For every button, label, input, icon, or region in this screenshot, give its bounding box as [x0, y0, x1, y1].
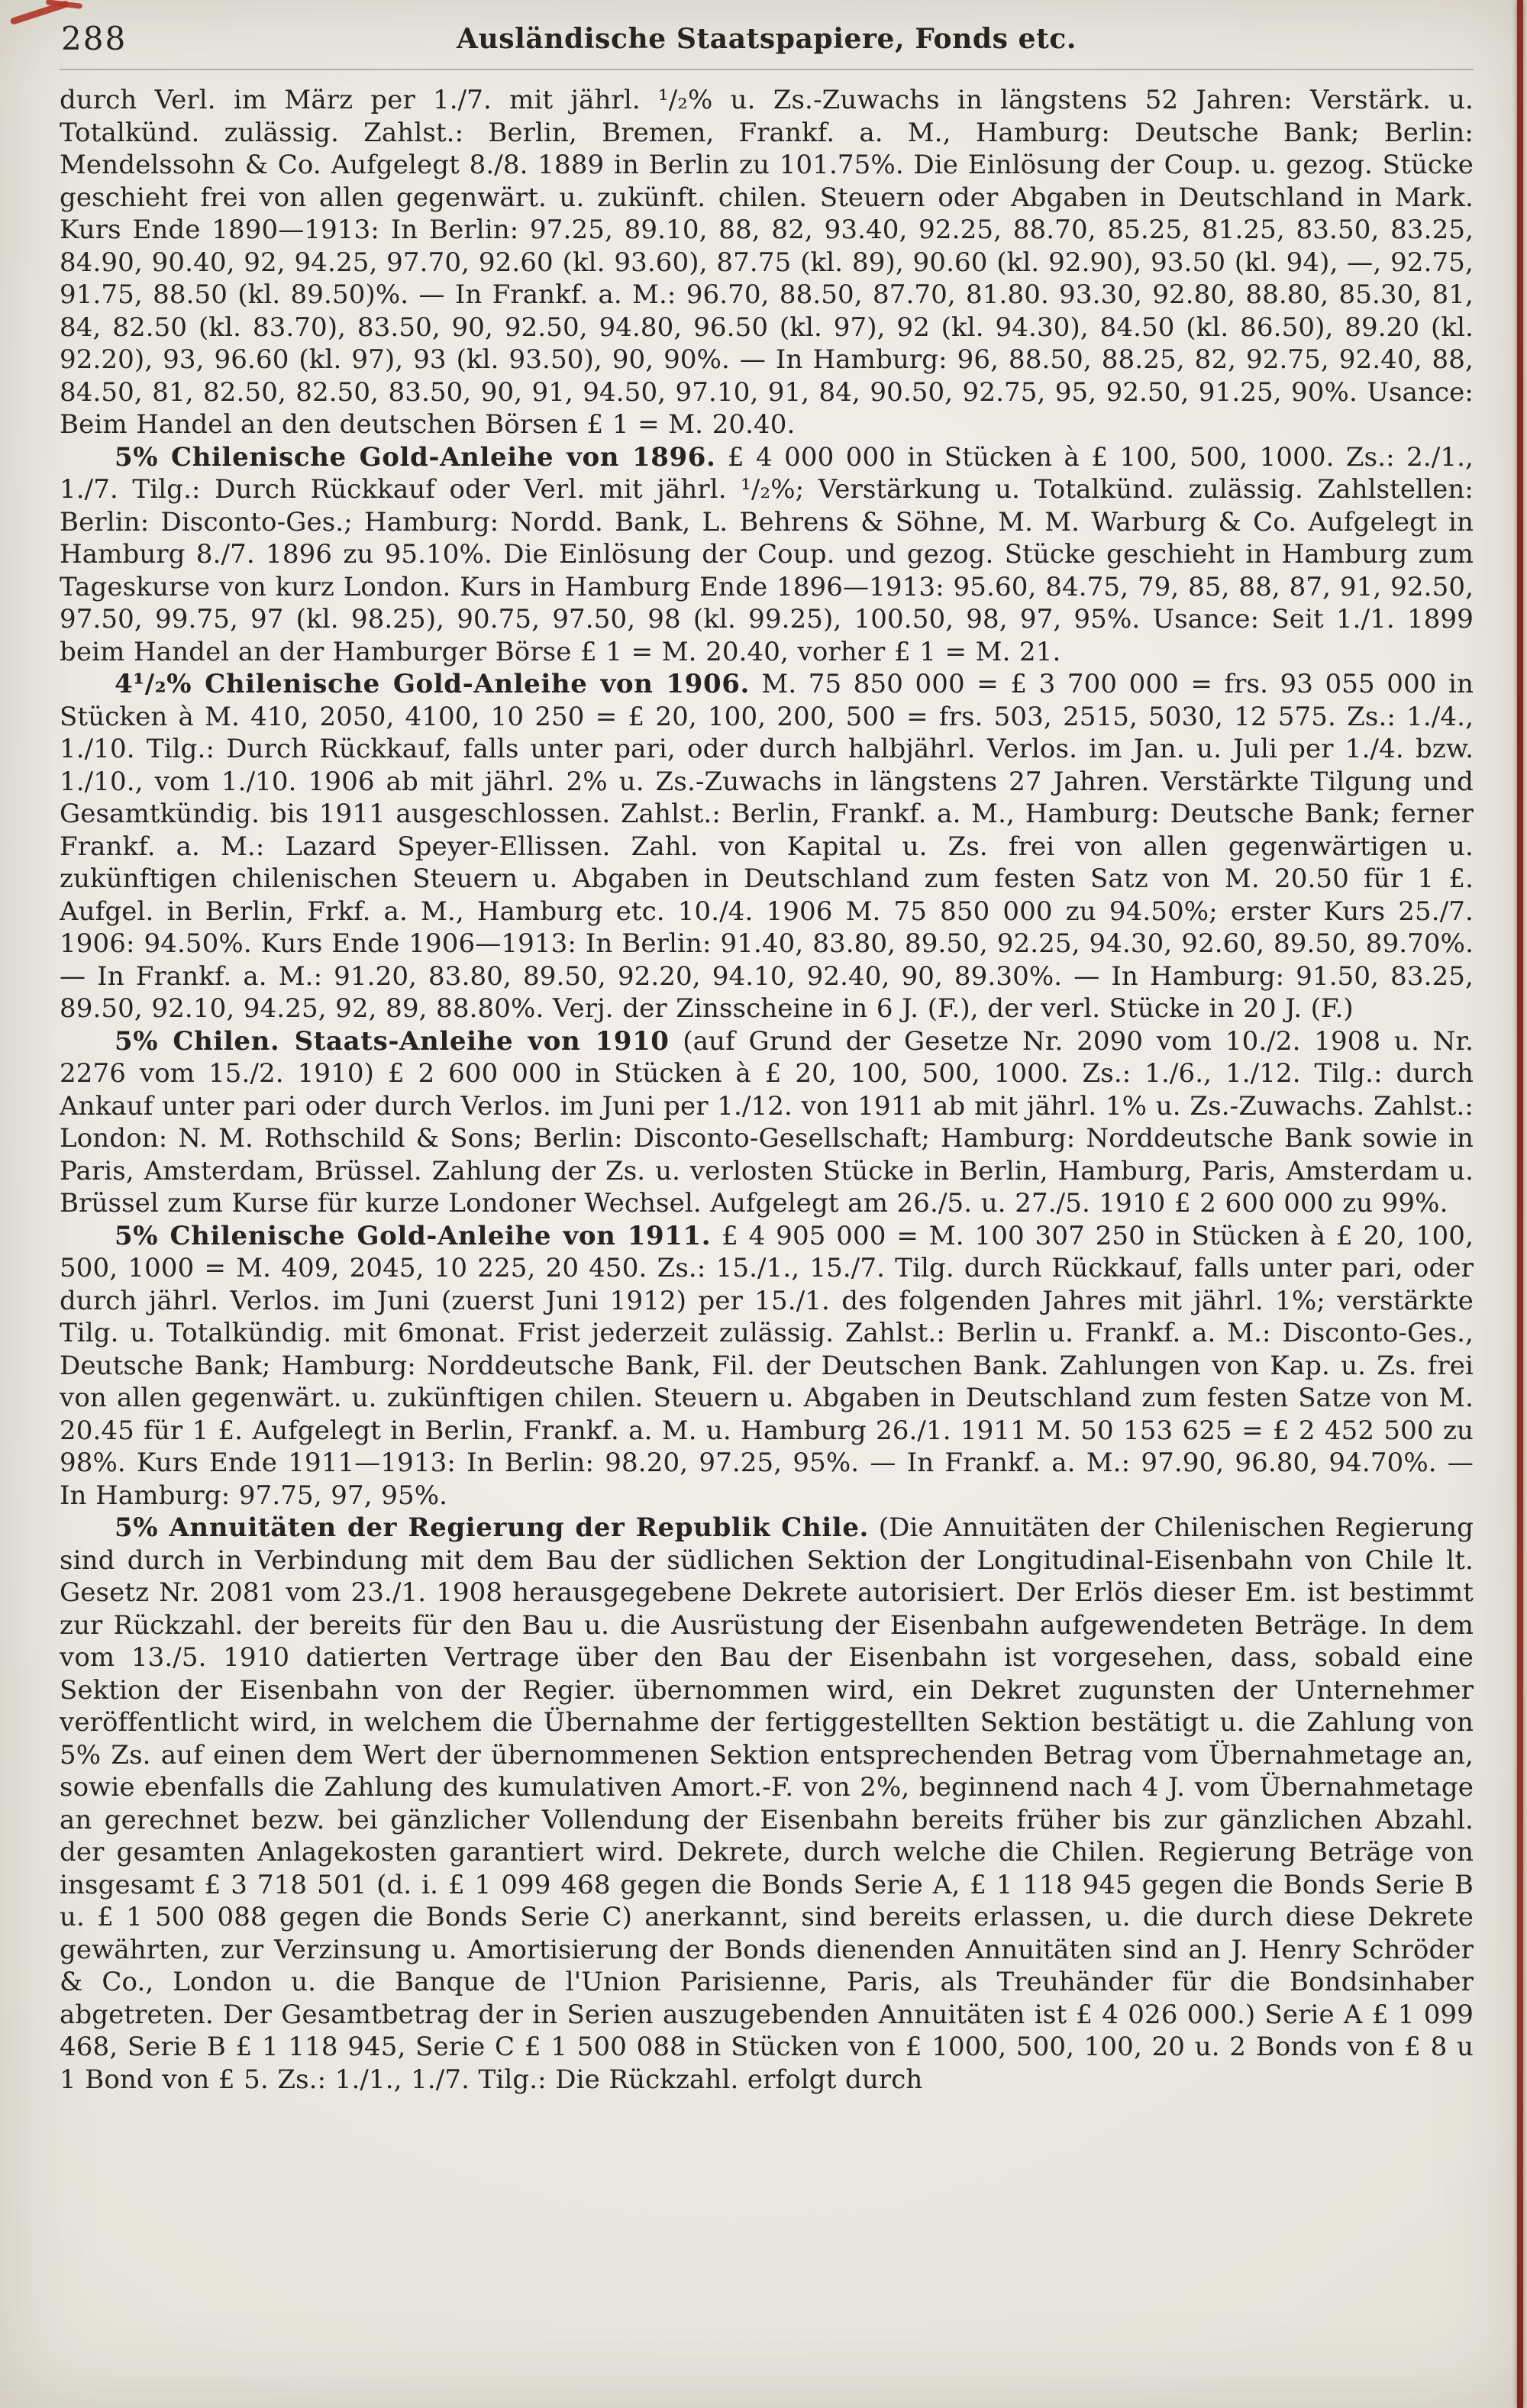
entry-text: (auf Grund der Gesetze Nr. 2090 vom 10./2. 1908 u. Nr. 2276 vom 15./2. 1910) £ 2 600 000 in Stücken à £ 20, 100, 500, 1000. Zs.: 1./6., 1./12. Tilg.: durch Ankauf unter pari oder durch Verlos. im Juni per 1./12. von 1911 ab mit jährl. 1% u. Zs.-Zuwachs. Zahlst.: London: N. M. Rothschild & Sons; Berlin: Disconto-Gesellschaft; Hamburg: Norddeutsche Bank sowie in Paris, Amsterdam, Brüssel. Zahlung der Zs. u. verlosten Stücke in Berlin, Hamburg, Paris, Amsterdam u. Brüssel zum Kurse für kurze Londoner Wechsel. Aufgelegt am 26./5. u. 27./5. 1910 £ 2 600 000 zu 99%. [60, 1025, 1474, 1219]
bond-title: 5% Chilen. Staats-Anleihe von 1910 [115, 1025, 670, 1057]
page-body [60, 84, 1474, 2096]
bond-title: 5% Chilenische Gold-Anleihe von 1911. [115, 1220, 712, 1251]
entry-text: £ 4 000 000 in Stücken à £ 100, 500, 1000. Zs.: 2./1., 1./7. Tilg.: Durch Rückkauf oder Verl. mit jährl. ¹/₂%; Verstärkung u. Totalkünd. zulässig. Zahlstellen: Berlin: Disconto-Ges.; Hamburg: Nordd. Bank, L. Behrens & Söhne, M. M. Warburg & Co. Aufgelegt in Hamburg 8./7. 1896 zu 95.10%. Die Einlösung der Coup. und gezog. Stücke geschieht in Hamburg zum Tageskurse von kurz London. Kurs in Hamburg Ende 1896—1913: 95.60, 84.75, 79, 85, 88, 87, 91, 92.50, 97.50, 99.75, 97 (kl. 98.25), 90.75, 97.50, 98 (kl. 99.25), 100.50, 98, 97, 95%. Usance: Seit 1./1. 1899 beim Handel an der Hamburger Börse £ 1 = M. 20.40, vorher £ 1 = M. 21. [60, 441, 1474, 667]
entry-paragraph [60, 668, 1474, 1025]
bond-title: 4¹/₂% Chilenische Gold-Anleihe von 1906. [115, 669, 750, 699]
bond-title: 5% Annuitäten der Regierung der Republik Chile. [115, 1512, 869, 1543]
red-page-edge-line [1517, 0, 1523, 2408]
page-number: 288 [61, 20, 128, 57]
running-head [60, 17, 1474, 61]
running-title: Ausländische Staatspapiere, Fonds etc. [456, 23, 1077, 55]
entry-text: (Die Annuitäten der Chilenischen Regierung sind durch in Verbindung mit dem Bau der südlichen Sektion der Longitudinal-Eisenbahn von Chile lt. Gesetz Nr. 2081 vom 23./1. 1908 herausgegebene Dekrete autorisiert. Der Erlös dieser Em. ist bestimmt zur Rückzahl. der bereits für den Bau u. die Ausrüstung der Eisenbahn aufgewendeten Beträge. In dem vom 13./5. 1910 datierten Vertrage über den Bau der Eisenbahn ist vorgesehen, dass, sobald eine Sektion der Eisenbahn von der Regier. übernommen wird, ein Dekret zugunsten der Unternehmer veröffentlicht wird, in welchem die Übernahme der fertiggestellten Sektion bestätigt u. die Zahlung von 5% Zs. auf einen dem Wert der übernommenen Sektion entsprechenden Betrag vom Übernahmetage an, sowie ebenfalls die Zahlung des kumulativen Amort.-F. von 2%, beginnend nach 4 J. vom Übernahmetage an gerechnet bezw. bei gänzlicher Vollendung der Eisenbahn bereits früher bis zur gänzlichen Abzahl. der gesamten Anlagekosten garantiert wird. Dekrete, durch welche die Chilen. Regierung Beträge von insgesamt £ 3 718 501 (d. i. £ 1 099 468 gegen die Bonds Serie A, £ 1 118 945 gegen die Bonds Serie B u. £ 1 500 088 gegen die Bonds Serie C) anerkannt, sind bereits erlassen, u. die durch diese Dekrete gewährten, zur Verzinsung u. Amortisierung der Bonds dienenden Annuitäten sind an J. Henry Schröder & Co., London u. die Banque de l'Union Parisienne, Paris, als Treuhänder für die Bondsinhaber abgetreten. Der Gesamtbetrag der in Serien auszugebenden Annuitäten ist £ 4 026 000.) Serie A £ 1 099 468, Serie B £ 1 118 945, Serie C £ 1 500 088 in Stücken von £ 1000, 500, 100, 20 u. 2 Bonds von £ 8 u 1 Bond von £ 5. Zs.: 1./1., 1./7. Tilg.: Die Rückzahl. erfolgt durch [60, 1512, 1474, 2095]
entry-text: durch Verl. im März per 1./7. mit jährl. ¹/₂% u. Zs.-Zuwachs in längstens 52 Jahren: Verstärk. u. Totalkünd. zulässig. Zahlst.: Berlin, Bremen, Frankf. a. M., Hamburg: Deutsche Bank; Berlin: Mendelssohn & Co. Aufgelegt 8./8. 1889 in Berlin zu 101.75%. Die Einlösung der Coup. u. gezog. Stücke geschieht frei von allen gegenwärt. u. zukünft. chilen. Steuern oder Abgaben in Deutschland in Mark. Kurs Ende 1890—1913: In Berlin: 97.25, 89.10, 88, 82, 93.40, 92.25, 88.70, 85.25, 81.25, 83.50, 83.25, 84.90, 90.40, 92, 94.25, 97.70, 92.60 (kl. 93.60), 87.75 (kl. 89), 90.60 (kl. 92.90), 93.50 (kl. 94), —, 92.75, 91.75, 88.50 (kl. 89.50)%. — In Frankf. a. M.: 96.70, 88.50, 87.70, 81.80. 93.30, 92.80, 88.80, 85.30, 81, 84, 82.50 (kl. 83.70), 83.50, 90, 92.50, 94.80, 96.50 (kl. 97), 92 (kl. 94.30), 84.50 (kl. 86.50), 89.20 (kl. 92.20), 93, 96.60 (kl. 97), 93 (kl. 93.50), 90, 90%. — In Hamburg: 96, 88.50, 88.25, 82, 92.75, 92.40, 88, 84.50, 81, 82.50, 82.50, 83.50, 90, 91, 94.50, 97.10, 91, 84, 90.50, 92.75, 95, 92.50, 91.25, 90%. Usance: Beim Handel an den deutschen Börsen £ 1 = M. 20.40. [60, 85, 1474, 440]
entry-paragraph [60, 84, 1474, 441]
entry-text: £ 4 905 000 = M. 100 307 250 in Stücken à £ 20, 100, 500, 1000 = M. 409, 2045, 10 225, 20 450. Zs.: 15./1., 15./7. Tilg. durch Rückkauf, falls unter pari, oder durch jährl. Verlos. im Juni (zuerst Juni 1912) per 15./1. des folgenden Jahres mit jährl. 1%; verstärkte Tilg. u. Totalkündig. mit 6monat. Frist jederzeit zulässig. Zahlst.: Berlin u. Frankf. a. M.: Disconto-Ges., Deutsche Bank; Hamburg: Norddeutsche Bank, Fil. der Deutschen Bank. Zahlungen von Kap. u. Zs. frei von allen gegenwärt. u. zukünftigen chilen. Steuern u. Abgaben in Deutschland zum festen Satze von M. 20.45 für 1 £. Aufgelegt in Berlin, Frankf. a. M. u. Hamburg 26./1. 1911 M. 50 153 625 = £ 2 452 500 zu 98%. Kurs Ende 1911—1913: In Berlin: 98.20, 97.25, 95%. — In Frankf. a. M.: 97.90, 96.80, 94.70%. — In Hamburg: 97.75, 97, 95%. [60, 1220, 1474, 1511]
entry-paragraph [60, 1025, 1474, 1220]
entry-paragraph [60, 1220, 1474, 1512]
entry-text: M. 75 850 000 = £ 3 700 000 = frs. 93 055 000 in Stücken à M. 410, 2050, 4100, 10 250 = £ 20, 100, 200, 500 = frs. 503, 2515, 5030, 12 575. Zs.: 1./4., 1./10. Tilg.: Durch Rückkauf, falls unter pari, oder durch halbjährl. Verlos. im Jan. u. Juli per 1./4. bzw. 1./10., vom 1./10. 1906 ab mit jährl. 2% u. Zs.-Zuwachs in längstens 27 Jahren. Verstärkte Tilgung und Gesamtkündig. bis 1911 ausgeschlossen. Zahlst.: Berlin, Frankf. a. M., Hamburg: Deutsche Bank; ferner Frankf. a. M.: Lazard Speyer-Ellissen. Zahl. von Kapital u. Zs. frei von allen gegenwärtigen u. zukünftigen chilenischen Steuern u. Abgaben in Deutschland zum festen Satz von M. 20.50 für 1 £. Aufgel. in Berlin, Frkf. a. M., Hamburg etc. 10./4. 1906 M. 75 850 000 zu 94.50%; erster Kurs 25./7. 1906: 94.50%. Kurs Ende 1906—1913: In Berlin: 91.40, 83.80, 89.50, 92.25, 94.30, 92.60, 89.50, 89.70%. — In Frankf. a. M.: 91.20, 83.80, 89.50, 92.20, 94.10, 92.40, 90, 89.30%. — In Hamburg: 91.50, 83.25, 89.50, 92.10, 94.25, 92, 89, 88.80%. Verj. der Zinsscheine in 6 J. (F.), der verl. Stücke in 20 J. (F.) [60, 669, 1474, 1024]
header-rule [60, 69, 1474, 70]
bond-title: 5% Chilenische Gold-Anleihe von 1896. [115, 441, 716, 473]
entry-paragraph [60, 441, 1474, 669]
entry-paragraph [60, 1512, 1474, 2096]
